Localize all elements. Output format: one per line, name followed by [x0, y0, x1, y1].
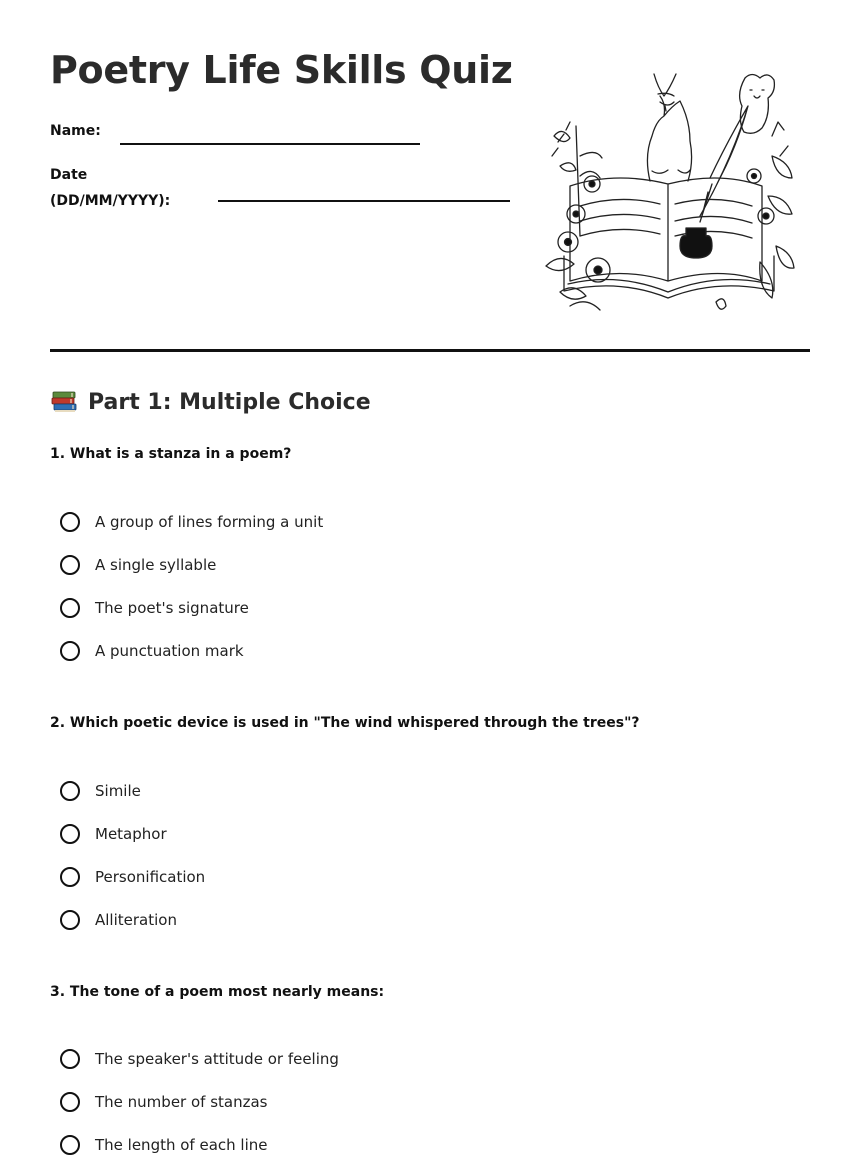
section-heading — [50, 388, 371, 416]
radio-button[interactable] — [60, 1092, 80, 1112]
poetry-book-illustration — [540, 66, 798, 318]
option-label: A punctuation mark — [95, 642, 244, 660]
radio-button[interactable] — [60, 641, 80, 661]
option-label: The poet's signature — [95, 599, 249, 617]
option-label: Simile — [95, 782, 141, 800]
radio-button[interactable] — [60, 781, 80, 801]
question-1-option-3[interactable] — [60, 595, 249, 621]
question-1-option-4[interactable] — [60, 638, 244, 664]
date-field[interactable] — [218, 200, 510, 202]
question-1-option-1[interactable] — [60, 509, 323, 535]
question-3-option-2[interactable] — [60, 1089, 267, 1115]
books-icon — [50, 388, 78, 416]
option-label: The length of each line — [95, 1136, 268, 1154]
question-3-option-3[interactable] — [60, 1132, 268, 1158]
page-title: Poetry Life Skills Quiz — [50, 48, 513, 92]
option-label: Alliteration — [95, 911, 177, 929]
question-2-option-4[interactable] — [60, 907, 177, 933]
option-label: A group of lines forming a unit — [95, 513, 324, 531]
radio-button[interactable] — [60, 1049, 80, 1069]
section-title: Part 1: Multiple Choice — [88, 389, 371, 415]
option-label: A single syllable — [95, 556, 217, 574]
name-field[interactable] — [120, 143, 420, 145]
question-1-option-2[interactable] — [60, 552, 216, 578]
section-divider — [50, 349, 810, 352]
radio-button[interactable] — [60, 910, 80, 930]
radio-button[interactable] — [60, 1135, 80, 1155]
date-label-line1: Date — [50, 167, 88, 183]
option-label: The number of stanzas — [95, 1093, 268, 1111]
radio-button[interactable] — [60, 555, 80, 575]
question-2-option-3[interactable] — [60, 864, 205, 890]
question-2: 2. Which poetic device is used in "The wind whispered through the trees"? — [50, 715, 640, 731]
option-label: The speaker's attitude or feeling — [95, 1050, 339, 1068]
radio-button[interactable] — [60, 867, 80, 887]
question-2-option-1[interactable] — [60, 778, 141, 804]
option-label: Personification — [95, 868, 206, 886]
radio-button[interactable] — [60, 512, 80, 532]
date-label-line2: (DD/MM/YYYY): — [50, 193, 171, 209]
question-3: 3. The tone of a poem most nearly means: — [50, 984, 385, 1000]
question-2-option-2[interactable] — [60, 821, 167, 847]
radio-button[interactable] — [60, 598, 80, 618]
question-1: 1. What is a stanza in a poem? — [50, 446, 292, 462]
option-label: Metaphor — [95, 825, 167, 843]
radio-button[interactable] — [60, 824, 80, 844]
question-3-option-1[interactable] — [60, 1046, 339, 1072]
name-label: Name: — [50, 123, 101, 139]
